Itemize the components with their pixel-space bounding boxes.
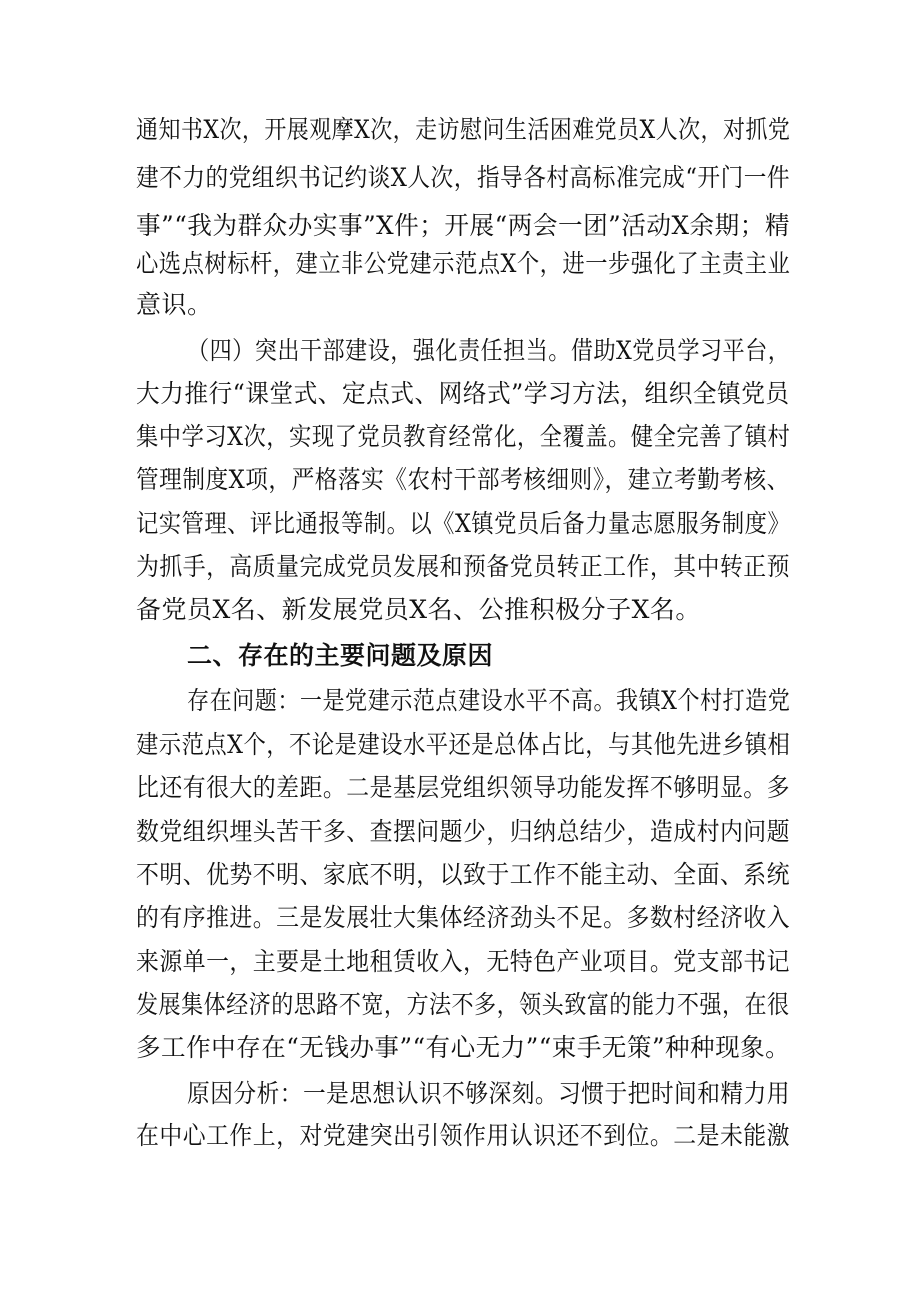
text-line: 多工作中存在“无钱办事”“有心无力”“束手无策”种种现象。 (136, 1033, 791, 1062)
text-line: 管理制度X项，严格落实《农村干部考核细则》，建立考勤考核、 (136, 465, 790, 494)
text-line: 在中心工作上，对党建突出引领作用认识还不到位。二是未能激 (136, 1121, 791, 1150)
text-line: 心选点树标杆，建立非公党建示范点X个，进一步强化了主责主业 (136, 249, 791, 278)
text-line: 大力推行“课堂式、定点式、网络式”学习方法，组织全镇党员 (136, 379, 790, 408)
text-line: 建不力的党组织书记约谈X人次，指导各村高标准完成“开门一件 (136, 163, 791, 192)
text-line: 为抓手，高质量完成党员发展和预备党员转正工作，其中转正预 (136, 552, 791, 581)
section-heading: 二、存在的主要问题及原因 (187, 641, 494, 670)
text-line: 的有序推进。三是发展壮大集体经济劲头不足。多数村经济收入 (136, 903, 791, 932)
text-line: 意识。 (136, 290, 213, 319)
text-line: 不明、优势不明、家底不明，以致于工作不能主动、全面、系统 (136, 860, 791, 889)
text-line: 通知书X次，开展观摩X次，走访慰问生活困难党员X人次，对抓党 (136, 115, 791, 144)
text-line: 存在问题：一是党建示范点建设水平不高。我镇X个村打造党 (187, 686, 791, 715)
text-line: 备党员X名、新发展党员X名、公推积极分子X名。 (136, 595, 701, 624)
text-line: 发展集体经济的思路不宽，方法不多，领头致富的能力不强，在很 (136, 990, 790, 1019)
text-line: 数党组织埋头苦干多、查摆问题少，归纳总结少，造成村内问题 (136, 817, 791, 846)
text-line: 比还有很大的差距。二是基层党组织领导功能发挥不够明显。多 (136, 773, 791, 802)
text-line: 来源单一，主要是土地租赁收入，无特色产业项目。党支部书记 (136, 947, 791, 976)
text-line: 建示范点X个，不论是建设水平还是总体占比，与其他先进乡镇相 (136, 730, 791, 759)
text-line: 原因分析：一是思想认识不够深刻。习惯于把时间和精力用 (187, 1079, 791, 1108)
text-line: 记实管理、评比通报等制。以《X镇党员后备力量志愿服务制度》 (136, 509, 791, 538)
text-line: 集中学习X次，实现了党员教育经常化，全覆盖。健全完善了镇村 (136, 422, 791, 451)
text-line: （四）突出干部建设，强化责任担当。借助X党员学习平台， (187, 336, 791, 365)
text-line: 事”“我为群众办实事”X件；开展“两会一团”活动X余期；精 (136, 211, 790, 240)
